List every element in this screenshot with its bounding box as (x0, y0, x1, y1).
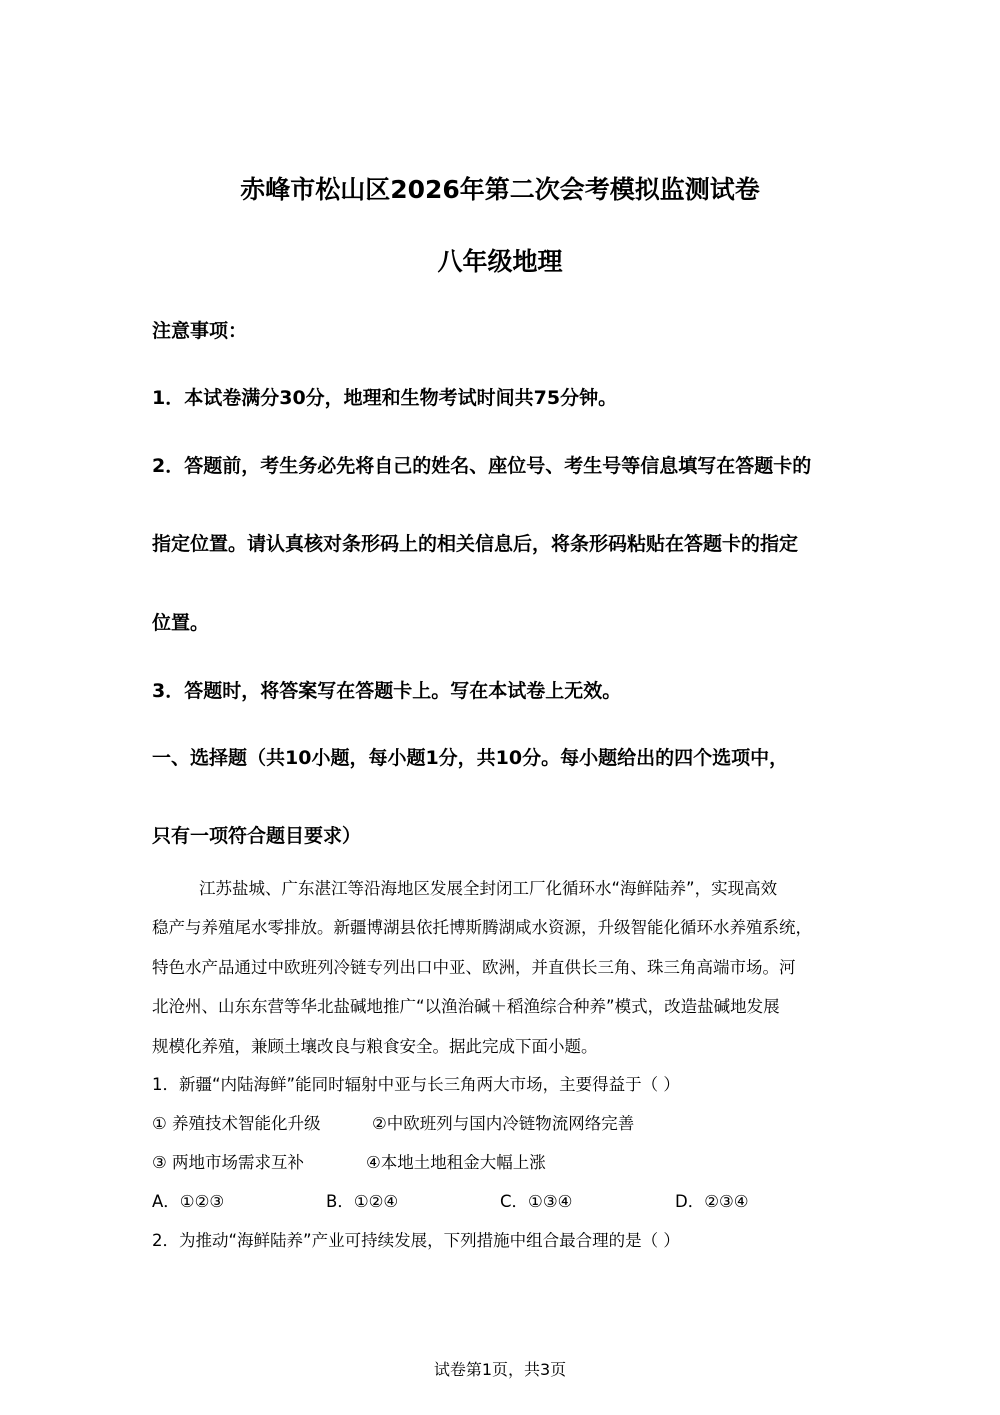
question-1-choice-a: A．①②③ (152, 1192, 225, 1211)
question-1-option-3: ③ 两地市场需求互补 (152, 1153, 305, 1172)
question-1-option-1: ① 养殖技术智能化升级 (152, 1114, 321, 1133)
passage-line-4: 北沧州、山东东营等华北盐碱地推广“以渔治碱＋稻渔综合种养”模式，改造盐碱地发展 (152, 997, 780, 1016)
notice-item-2-line-1: 2．答题前，考生务必先将自己的姓名、座位号、考生号等信息填写在答题卡的 (152, 455, 812, 477)
notice-heading: 注意事项： (152, 320, 248, 342)
exam-subtitle: 八年级地理 (437, 247, 563, 276)
notice-item-2-line-3: 位置。 (152, 612, 210, 634)
question-1-stem: 1．新疆“内陆海鲜”能同时辐射中亚与长三角两大市场，主要得益于（ ） (152, 1075, 680, 1094)
page-footer: 试卷第1页，共3页 (433, 1360, 567, 1379)
section-heading-line-2: 只有一项符合题目要求） (152, 825, 362, 847)
question-1-choice-b: B．①②④ (326, 1192, 399, 1211)
passage-line-2: 稳产与养殖尾水零排放。新疆博湖县依托博斯腾湖咸水资源，升级智能化循环水养殖系统， (152, 918, 812, 937)
notice-item-1: 1．本试卷满分30分，地理和生物考试时间共75分钟。 (152, 387, 618, 409)
passage-line-3: 特色水产品通过中欧班列冷链专列出口中亚、欧洲，并直供长三角、珠三角高端市场。河 (152, 958, 796, 977)
notice-item-2-line-2: 指定位置。请认真核对条形码上的相关信息后，将条形码粘贴在答题卡的指定 (152, 533, 799, 555)
notice-item-3: 3．答题时，将答案写在答题卡上。写在本试卷上无效。 (152, 680, 622, 702)
exam-title: 赤峰市松山区2026年第二次会考模拟监测试卷 (240, 175, 760, 204)
passage-line-1: 江苏盐城、广东湛江等沿海地区发展全封闭工厂化循环水“海鲜陆养”，实现高效 (199, 879, 778, 898)
question-1-choice-d: D．②③④ (675, 1192, 749, 1211)
section-heading-line-1: 一、选择题（共10小题，每小题1分，共10分。每小题给出的四个选项中， (152, 747, 789, 769)
question-1-choice-c: C．①③④ (500, 1192, 573, 1211)
passage-line-5: 规模化养殖，兼顾土壤改良与粮食安全。据此完成下面小题。 (152, 1037, 598, 1056)
question-1-option-2: ②中欧班列与国内冷链物流网络完善 (372, 1114, 635, 1133)
question-1-option-4: ④本地土地租金大幅上涨 (366, 1153, 546, 1172)
question-2-stem: 2．为推动“海鲜陆养”产业可持续发展，下列措施中组合最合理的是（ ） (152, 1231, 680, 1250)
